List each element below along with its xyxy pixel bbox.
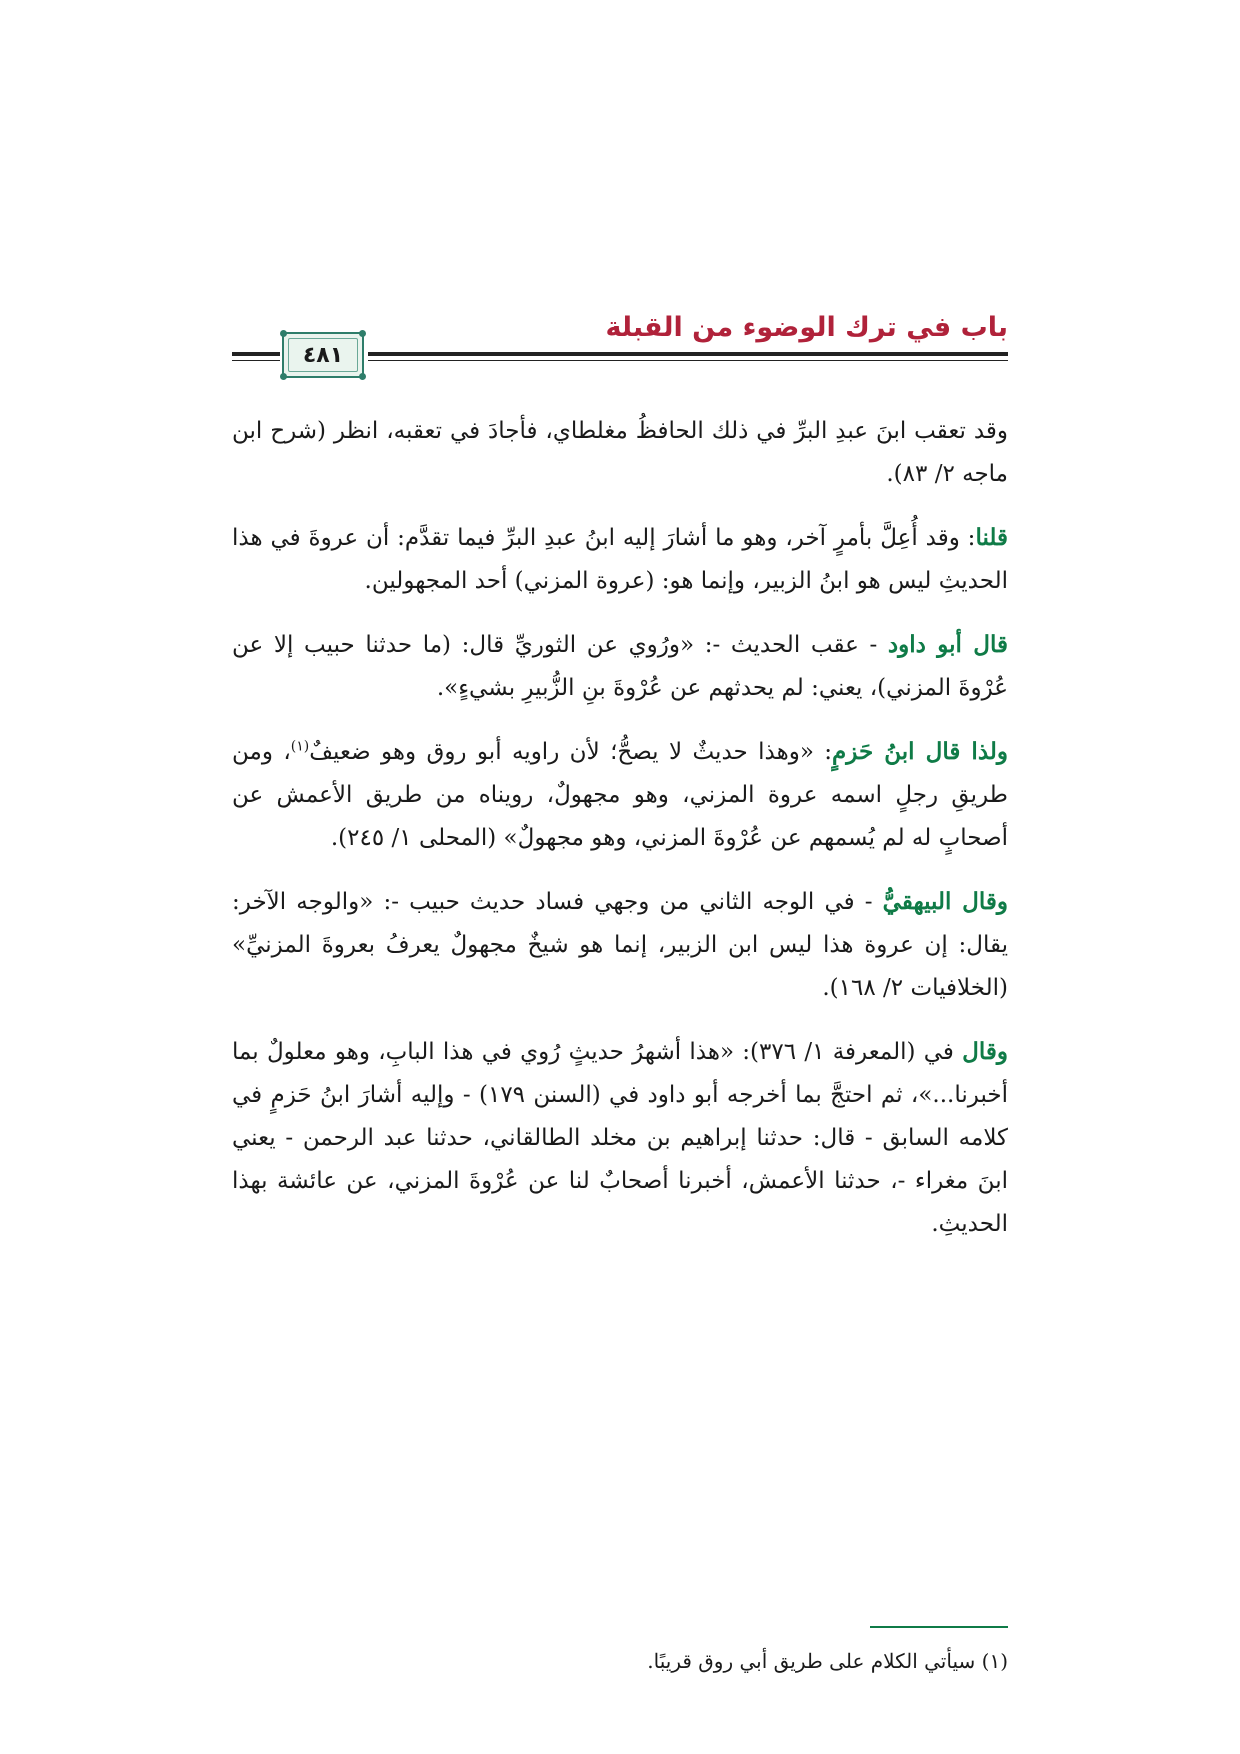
speaker-label: قلنا <box>975 524 1008 551</box>
footnote-reference[interactable]: (١) <box>290 738 310 755</box>
speaker-label: وقال <box>962 1038 1008 1065</box>
speaker-label: وقال البيهقيُّ <box>882 888 1008 915</box>
paragraph-text: : «وهذا حديثٌ لا يصحُّ؛ لأن راويه أبو روق وهو ضعيفٌ <box>309 739 833 765</box>
badge-corner-ornament <box>280 330 287 337</box>
badge-corner-ornament <box>359 330 366 337</box>
badge-corner-ornament <box>359 373 366 380</box>
footnote-number: (١) <box>981 1649 1008 1673</box>
paragraph-text: : وقد أُعِلَّ بأمرٍ آخر، وهو ما أشارَ إليه ابنُ عبدِ البرِّ فيما تقدَّم: أن عروةَ في هذا الحديثِ ليس هو ابنُ الزبير، وإنما هو: (عروة المزني) أحد المجهولين. <box>232 525 1008 594</box>
paragraph-text: ، ومن طريقِ رجلٍ اسمه عروة المزني، وهو مجهولٌ، رويناه من طريق الأعمش عن أصحابٍ له لم يُسمهم عن عُرْوةَ المزني، وهو مجهولٌ» (المحلى ١/ ٢٤٥). <box>232 739 1008 851</box>
page-number-badge <box>282 332 364 378</box>
header-rule-thin <box>368 360 1008 361</box>
paragraph-text: - في الوجه الثاني من وجهي فساد حديث حبيب -: «والوجه الآخر: يقال: إن عروة هذا ليس ابن الزبير، إنما هو شيخٌ مجهولٌ يعرفُ بعروةَ المزنيِّ» (الخلافيات ٢/ ١٦٨). <box>232 889 1008 1001</box>
footnote-separator <box>870 1626 1008 1628</box>
paragraph-5 <box>232 880 1008 1010</box>
header-rule-left-thin <box>232 360 280 361</box>
paragraph-text: في (المعرفة ١/ ٣٧٦): «هذا أشهرُ حديثٍ رُوي في هذا البابِ، وهو معلولٌ بما أخبرنا...»، ثم احتجَّ بما أخرجه أبو داود في (السنن ١٧٩) - وإليه أشارَ ابنُ حَزمٍ في كلامه السابق - قال: حدثنا إبراهيم بن مخلد الطالقاني، حدثنا عبد الرحمن - يعني ابنَ مغراء -، حدثنا الأعمش، أخبرنا أصحابٌ لنا عن عُرْوةَ المزني، عن عائشة بهذا الحديثِ. <box>232 1039 1008 1237</box>
footnote-text: سيأتي الكلام على طريق أبي روق قريبًا. <box>647 1649 982 1673</box>
running-header-title: باب في ترك الوضوء من القبلة <box>605 312 1008 343</box>
paragraph-2 <box>232 516 1008 603</box>
main-text <box>232 410 1008 1266</box>
paragraph-text: - عقب الحديث -: «ورُوي عن الثوريِّ قال: (ما حدثنا حبيب إلا عن عُرْوةَ المزني)، يعني: لم يحدثهم عن عُرْوةَ بنِ الزُّبيرِ بشيءٍ». <box>232 632 1008 701</box>
speaker-label: قال أبو داود <box>887 631 1008 658</box>
paragraph-1 <box>232 410 1008 496</box>
footnote <box>232 1646 1008 1676</box>
paragraph-4 <box>232 730 1008 860</box>
header-rule-thick <box>368 352 1008 356</box>
page-number: ٤٨١ <box>302 342 344 368</box>
paragraph-3 <box>232 623 1008 710</box>
header-rule-left-thick <box>232 352 280 356</box>
paragraph-text: وقد تعقب ابنَ عبدِ البرِّ في ذلك الحافظُ مغلطاي، فأجادَ في تعقبه، انظر (شرح ابن ماجه ٢/ ٨٣). <box>232 418 1008 487</box>
paragraph-6 <box>232 1030 1008 1246</box>
speaker-label: ولذا قال ابنُ حَزمٍ <box>832 738 1009 765</box>
badge-corner-ornament <box>280 373 287 380</box>
